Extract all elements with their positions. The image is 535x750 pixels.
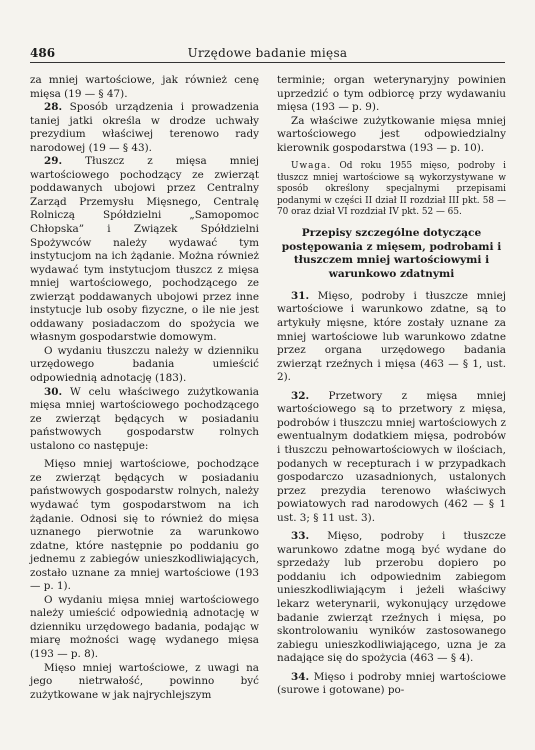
numbered-paragraph-32: 32. Przetwory z mięsa mniej wartościowego są to przetwory z mięsa, podrobów i tłuszczu mniej wartościowych z ewentualnym dodatkiem mięsa, podrobów i tłuszczu pełnowartościowych w ilościach, podanych w recepturach i w przypadkach gospodarczo uzasadnionych, ustalonych przez prezydia terenowo właściwych powiatowych rad narodowych (462 — § 1 ust. 3; § 11 ust. 3). (277, 389, 506, 524)
left-column (30, 74, 259, 702)
paragraph: terminie; organ weterynaryjny powinien uprzedzić o tym odbiorcę przy wydawaniu mięsa (193 — p. 9). (277, 74, 506, 114)
right-column (277, 74, 506, 698)
numbered-paragraph-33: 33. Mięso, podroby i tłuszcze warunkowo zdatne mogą być wydane do sprzedaży lub przerobu dopiero po poddaniu ich odpowiednim zabiegom unieszkodliwiającym i jeżeli właściwy lekarz weterynarii, wykonujący urzędowe badanie zwierząt rzeźnych i mięsa, po skontrolowaniu wyników zastosowanego zabiegu unieszkodliwiającego, uzna je za nadające się do spożycia (463 — § 4). (277, 530, 506, 665)
paragraph-number: 33. (291, 530, 310, 543)
note-label: Uwaga. (291, 161, 332, 172)
running-header (30, 44, 505, 63)
paragraph-number: 34. (291, 670, 310, 683)
paragraph: Mięso mniej wartościowe, pochodzące ze zwierząt będących w posiadaniu państwowych gospodarstw rolnych, należy wydawać tym gospodarstwom na ich żądanie. Odnosi się to również do mięsa uznanego pierwotnie za warunkowo zdatne, które następnie po poddaniu go jednemu z zabiegów unieszkodliwiających, zostało uznane za mniej wartościowe (193 — p. 1). (30, 458, 259, 593)
note: Uwaga. Od roku 1955 mięso, podroby i tłuszcz mniej wartościowe są wykorzystywane w sposób określony specjalnymi przepisami podanymi w części II dział II rozdział III pkt. 58 — 70 oraz dział VI rozdział IV pkt. 52 — 65. (277, 161, 506, 217)
paragraph: O wydaniu tłuszczu należy w dzienniku urzędowego badania umieścić odpowiednią adnotację (183). (30, 344, 259, 385)
paragraph-number: 32. (291, 389, 310, 402)
page-number: 486 (30, 46, 56, 60)
numbered-paragraph-34: 34. Mięso i podroby mniej wartościowe (surowe i gotowane) po- (277, 670, 506, 697)
paragraph: Za właściwe zużytkowanie mięsa mniej wartościowego jest odpowiedzialny kierownik gospodarstwa (193 — p. 10). (277, 114, 506, 154)
running-title: Urzędowe badanie mięsa (187, 46, 348, 60)
paragraph: O wydaniu mięsa mniej wartościowego należy umieścić odpowiednią adnotację w dzienniku urzędowego badania, podając w miarę możności wagę wydanego mięsa (193 — p. 8). (30, 593, 259, 660)
paragraph: Mięso mniej wartościowe, z uwagi na jego nietrwałość, powinno być zużytkowane w jak najrychlejszym (30, 661, 259, 701)
numbered-paragraph-29: 29. Tłuszcz z mięsa mniej wartościowego pochodzący ze zwierząt poddawanych ubojowi przez Centralny Zarząd Przemysłu Mięsnego, Centralę Rolniczą Spółdzielni „Samopomoc Chłopska” i Związek Spółdzielni Spożywców należy wydawać tym instytucjom na ich żądanie. Można również wydawać tym instytucjom tłuszcz z mięsa mniej wartościowego, pochodzącego ze zwierząt poddawanych ubojowi przez inne instytucje lub osoby fizyczne, o ile nie jest oddawany posiadaczom do spożycia we własnym gospodarstwie domowym. (30, 155, 259, 344)
section-heading: Przepisy szczególne dotyczące postępowania z mięsem, podrobami i tłuszczem mniej wartościowymi i warunkowo zdatnymi (281, 227, 502, 280)
numbered-paragraph-28: 28. Sposób urządzenia i prowadzenia taniej jatki określa w drodze uchwały prezydium właściwej terenowo rady narodowej (19 — § 43). (30, 101, 259, 154)
numbered-paragraph-30: 30. W celu właściwego zużytkowania mięsa mniej wartościowego pochodzącego ze zwierząt będących w posiadaniu państwowych gospodarstw rolnych ustalono co następuje: (30, 385, 259, 452)
paragraph-number: 28. (44, 101, 63, 114)
paragraph-number: 31. (291, 289, 310, 302)
numbered-paragraph-31: 31. Mięso, podroby i tłuszcze mniej wartościowe i warunkowo zdatne, są to artykuły mięsne, które zostały uznane za mniej wartościowe lub warunkowo zdatne przez organa urzędowego badania zwierząt rzeźnych i mięsa (463 — § 1, ust. 2). (277, 289, 506, 384)
paragraph-number: 29. (44, 155, 63, 168)
paragraph: za mniej wartościowe, jak również cenę mięsa (19 — § 47). (30, 74, 259, 100)
paragraph-number: 30. (44, 385, 63, 398)
